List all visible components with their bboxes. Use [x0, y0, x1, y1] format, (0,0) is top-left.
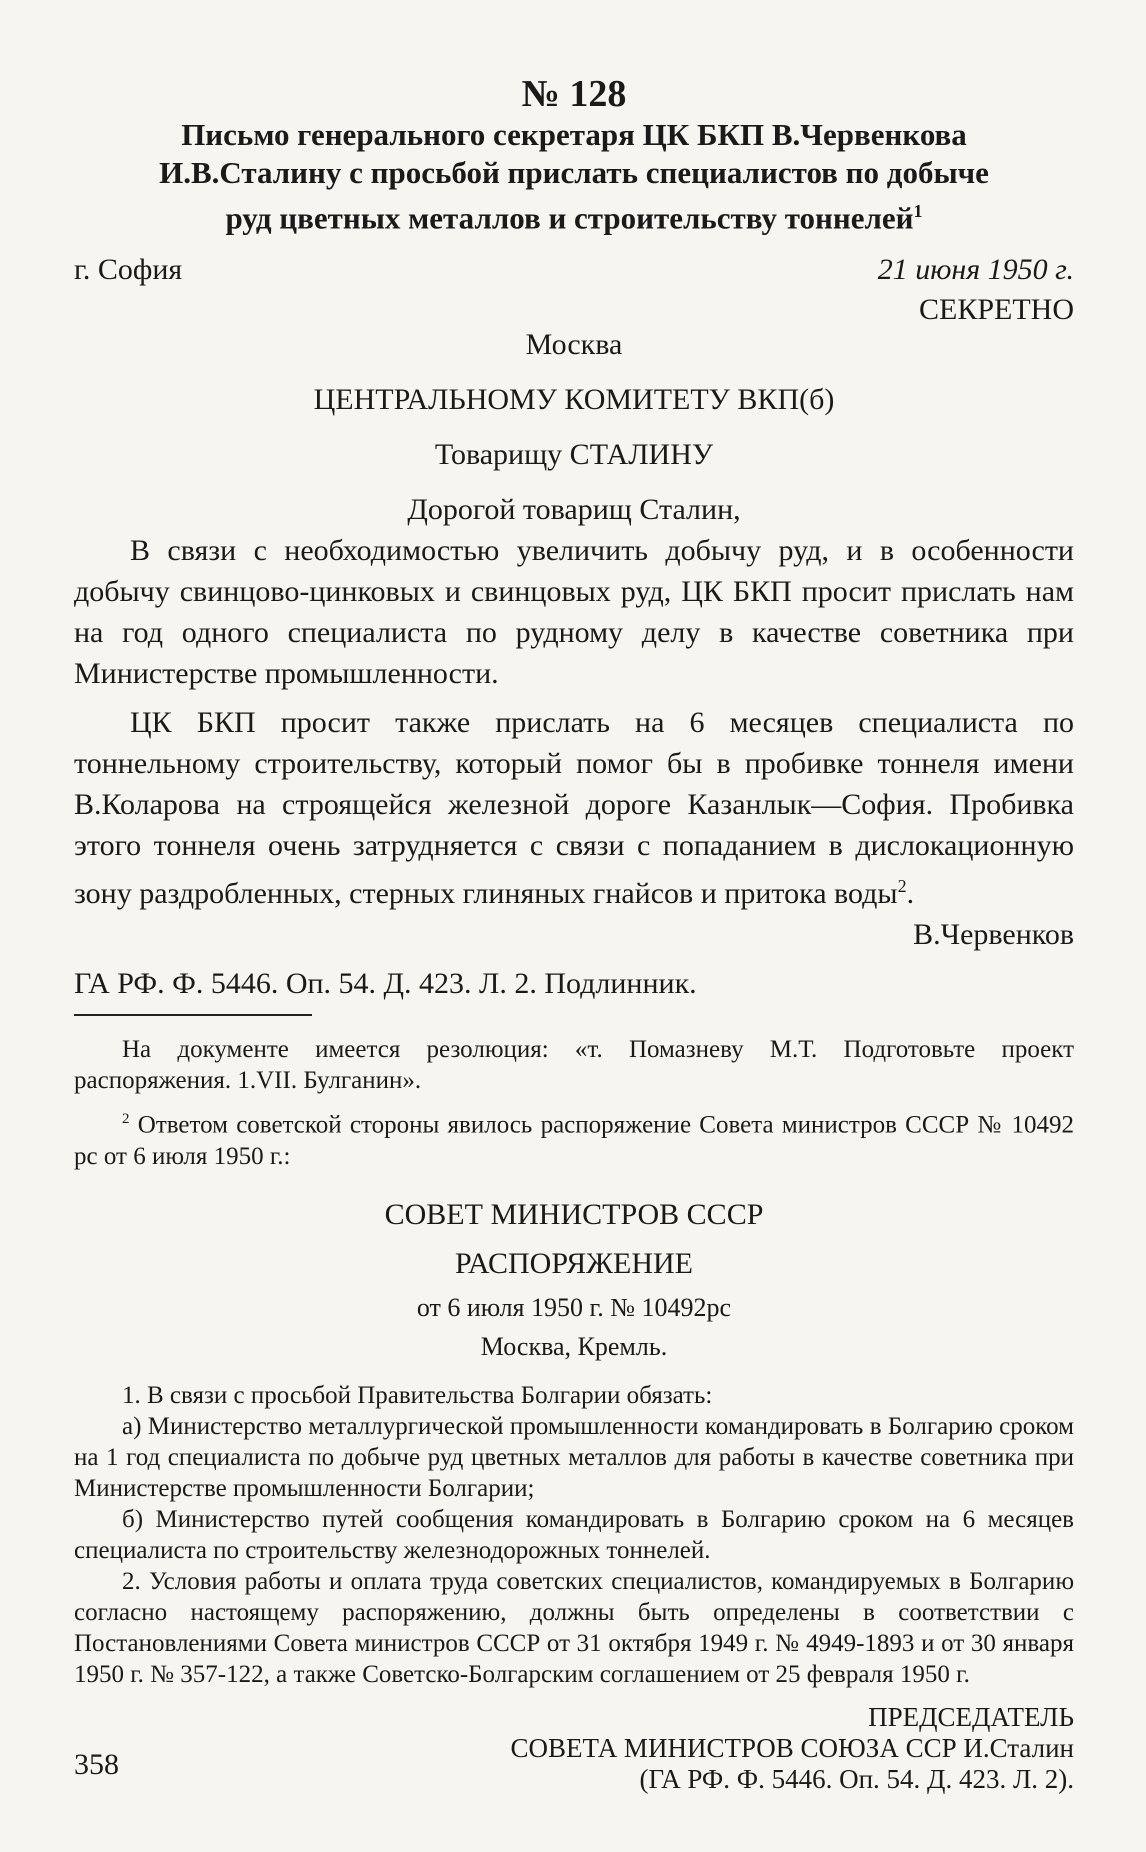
footnote-divider	[74, 1014, 312, 1016]
title-line: руд цветных металлов и строительству тоннелей	[225, 200, 914, 236]
order-date: от 6 июля 1950 г. № 10492рс	[416, 1292, 732, 1322]
archive-reference: ГА РФ. Ф. 5446. Оп. 54. Д. 423. Л. 2. Подлинник.	[74, 967, 697, 1001]
document-title	[74, 116, 1074, 237]
order-item: а) Министерство металлургической промышленности командировать в Болгарию сроком на 1 год специалиста по добыче руд цветных металлов для работы в качестве советника при Министерстве промышленности Болгарии;	[74, 1412, 1074, 1502]
classification: СЕКРЕТНО	[918, 293, 1074, 327]
order-item: 2. Условия работы и оплата труда советских специалистов, командируемых в Болгарию согласно настоящему распоряжению, должны быть определены в соответствии с Постановлениями Совета министров СССР от 31 октября 1949 г. № 4949-1893 и от 30 января 1950 г. № 357-122, а также Советско-Болгарским соглашением от 25 февраля 1950 г.	[74, 1567, 1074, 1688]
place-date-row	[74, 251, 1074, 289]
title-line: Письмо генерального секретаря ЦК БКП В.Червенкова	[181, 117, 967, 152]
order-item: б) Министерство путей сообщения командировать в Болгарию сроком на 6 месяцев специалиста по строительству железнодорожных тоннелей.	[74, 1505, 1074, 1564]
page-number: 358	[74, 1748, 119, 1781]
footnote-2	[74, 1104, 1074, 1171]
footnote-1: На документе имеется резолюция: «т. Помазневу М.Т. Подготовьте проект распоряжения. 1.VII. Булганин».	[74, 1036, 1074, 1095]
footnote-2-text: Ответом советской стороны явилось распоряжение Совета министров СССР № 10492 рс от 6 июля 1950 г.:	[74, 1111, 1074, 1170]
order-archive-reference: (ГА РФ. Ф. 5446. Оп. 54. Д. 423. Л. 2).	[639, 1763, 1074, 1794]
signature: В.Червенков	[913, 918, 1074, 952]
place: г. София	[74, 253, 183, 287]
chairman-signature: СОВЕТА МИНИСТРОВ СОЮЗА ССР И.Сталин	[510, 1732, 1074, 1763]
addressee-org: ЦЕНТРАЛЬНОМУ КОМИТЕТУ ВКП(б)	[313, 383, 835, 417]
order-body	[74, 1380, 1074, 1690]
letter-paragraph-2	[74, 702, 1074, 914]
city: Москва	[525, 328, 623, 362]
order-place: Москва, Кремль.	[480, 1331, 668, 1361]
addressee-person: Товарищу СТАЛИНУ	[434, 438, 714, 472]
order-heading-decree: РАСПОРЯЖЕНИЕ	[454, 1246, 694, 1280]
chairman-title: ПРЕДСЕДАТЕЛЬ	[868, 1701, 1074, 1732]
document-page	[74, 72, 1074, 1795]
paragraph-2-footnote-ref: 2	[897, 876, 907, 897]
salutation: Дорогой товарищ Сталин,	[407, 493, 741, 527]
title-line-last	[74, 192, 1074, 237]
footnote-2-mark: 2	[122, 1111, 130, 1128]
paragraph-2-text: ЦК БКП просит также прислать на 6 месяцев специалиста по тоннельному строительству, который помог бы в пробивке тоннеля имени В.Коларова на строящейся железной дороге Казанлык—София. Пробивка этого тоннеля очень затрудняется с связи с попаданием в дислокационную зону раздробленных, стерных глиняных гнайсов и притока воды	[74, 706, 1074, 911]
order-item: 1. В связи с просьбой Правительства Болгарии обязать:	[122, 1381, 713, 1409]
title-footnote-ref: 1	[913, 201, 923, 221]
title-line: И.В.Сталину с просьбой прислать специалистов по добыче	[159, 155, 989, 190]
paragraph-2-end: .	[906, 877, 915, 911]
order-heading-council: СОВЕТ МИНИСТРОВ СССР	[384, 1197, 764, 1231]
date: 21 июня 1950 г.	[877, 253, 1074, 287]
document-number: № 128	[521, 73, 627, 115]
letter-paragraph-1: В связи с необходимостью увеличить добычу руд, и в особенности добычу свинцово-цинковых и свинцовых руд, ЦК БКП просит прислать нам на год одного специалиста по рудному делу в качестве советника при Министерстве промышленности.	[74, 534, 1074, 691]
